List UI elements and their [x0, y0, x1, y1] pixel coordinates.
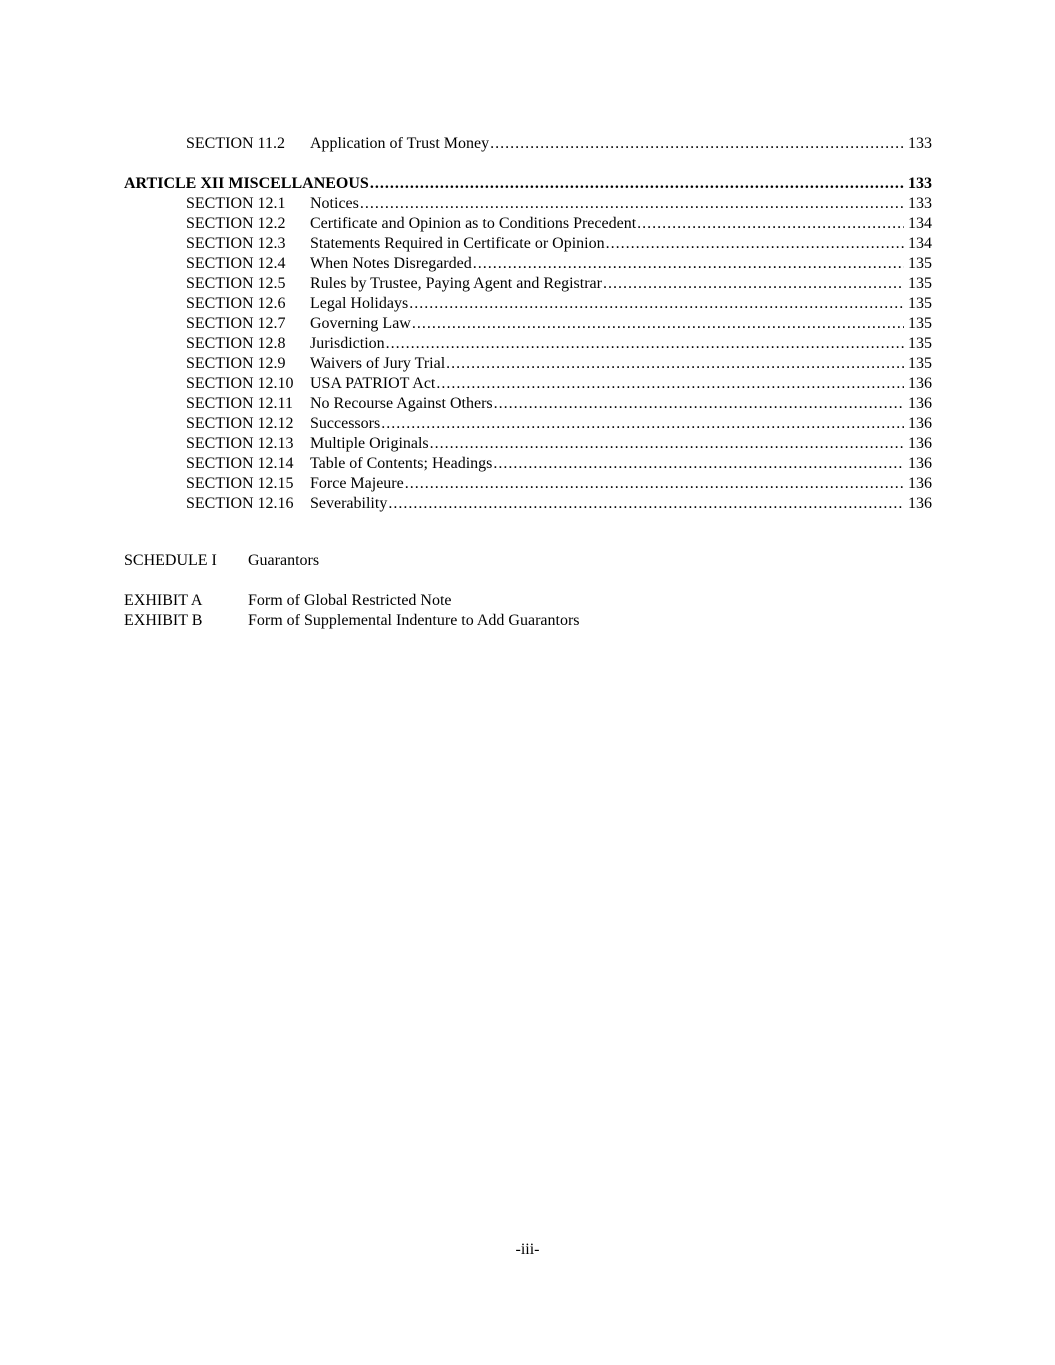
section-number: SECTION 12.2	[186, 215, 286, 232]
dot-leader	[493, 454, 904, 474]
section-title: Rules by Trustee, Paying Agent and Registrar	[310, 275, 602, 292]
page-number: 133	[908, 135, 932, 152]
dot-leader	[606, 234, 904, 254]
section-title: Certificate and Opinion as to Conditions Precedent	[310, 215, 637, 232]
section-title: Severability	[310, 495, 388, 512]
attachment-label: EXHIBIT A	[124, 592, 203, 609]
attachment-exhibit-b[interactable]	[124, 611, 580, 631]
section-number: SECTION 12.8	[186, 335, 286, 352]
page-footer-number: -iii-	[515, 1241, 540, 1258]
page-number: 135	[908, 275, 932, 292]
article-title: ARTICLE XII MISCELLANEOUS	[124, 175, 369, 192]
dot-leader	[430, 434, 904, 454]
toc-entry-section-12-6[interactable]	[186, 294, 932, 314]
attachment-schedule-1[interactable]	[124, 551, 319, 571]
section-title: Application of Trust Money	[310, 135, 490, 152]
dot-leader	[473, 254, 904, 274]
page-number: 136	[908, 475, 932, 492]
toc-entry-section-12-8[interactable]	[186, 334, 932, 354]
page-number: 136	[908, 375, 932, 392]
toc-entry-section-12-13[interactable]	[186, 434, 932, 454]
page-number: 134	[908, 215, 932, 232]
page-number: 135	[908, 255, 932, 272]
attachment-title: Form of Supplemental Indenture to Add Guarantors	[248, 612, 580, 629]
section-title: USA PATRIOT Act	[310, 375, 436, 392]
toc-entry-section-12-5[interactable]	[186, 274, 932, 294]
section-number: SECTION 12.9	[186, 355, 286, 372]
section-number: SECTION 12.10	[186, 375, 294, 392]
section-title: Multiple Originals	[310, 435, 429, 452]
page-number: 136	[908, 435, 932, 452]
attachment-label: SCHEDULE I	[124, 552, 217, 569]
section-number: SECTION 12.13	[186, 435, 294, 452]
section-number: SECTION 12.1	[186, 195, 286, 212]
section-number: SECTION 12.5	[186, 275, 286, 292]
section-title: Notices	[310, 195, 359, 212]
section-number: SECTION 12.3	[186, 235, 286, 252]
page-number: 134	[908, 235, 932, 252]
toc-entry-section-12-9[interactable]	[186, 354, 932, 374]
dot-leader	[409, 294, 904, 314]
section-number: SECTION 12.4	[186, 255, 286, 272]
dot-leader	[388, 494, 904, 514]
section-number: SECTION 12.12	[186, 415, 294, 432]
toc-entry-section-12-10[interactable]	[186, 374, 932, 394]
dot-leader	[405, 474, 904, 494]
section-title: Jurisdiction	[310, 335, 385, 352]
dot-leader	[603, 274, 904, 294]
page-number: 136	[908, 495, 932, 512]
dot-leader	[494, 394, 904, 414]
dot-leader	[370, 174, 904, 194]
attachment-title: Guarantors	[248, 552, 320, 569]
dot-leader	[386, 334, 904, 354]
section-number: SECTION 12.15	[186, 475, 294, 492]
attachment-title: Form of Global Restricted Note	[248, 592, 452, 609]
page-number: 135	[908, 355, 932, 372]
dot-leader	[360, 194, 904, 214]
toc-entry-section-12-1[interactable]	[186, 194, 932, 214]
toc-entry-section-12-12[interactable]	[186, 414, 932, 434]
dot-leader	[412, 314, 904, 334]
dot-leader	[446, 354, 904, 374]
section-title: Governing Law	[310, 315, 411, 332]
section-title: Force Majeure	[310, 475, 404, 492]
page-number: 136	[908, 415, 932, 432]
section-number: SECTION 12.11	[186, 395, 293, 412]
toc-entry-section-11-2[interactable]	[186, 134, 932, 154]
dot-leader	[436, 374, 904, 394]
dot-leader	[637, 214, 904, 234]
dot-leader	[490, 134, 904, 154]
toc-entry-section-12-3[interactable]	[186, 234, 932, 254]
page-number: 136	[908, 395, 932, 412]
section-number: SECTION 12.7	[186, 315, 286, 332]
section-title: Table of Contents; Headings	[310, 455, 493, 472]
toc-entry-section-12-15[interactable]	[186, 474, 932, 494]
page-number: 135	[908, 295, 932, 312]
page-number: 135	[908, 315, 932, 332]
section-number: SECTION 11.2	[186, 135, 285, 152]
toc-entry-section-12-16[interactable]	[186, 494, 932, 514]
toc-entry-article-12[interactable]	[124, 174, 932, 194]
section-title: Successors	[310, 415, 381, 432]
section-title: When Notes Disregarded	[310, 255, 472, 272]
section-number: SECTION 12.16	[186, 495, 294, 512]
attachment-exhibit-a[interactable]	[124, 591, 452, 611]
toc-entry-section-12-7[interactable]	[186, 314, 932, 334]
toc-entry-section-12-14[interactable]	[186, 454, 932, 474]
section-number: SECTION 12.6	[186, 295, 286, 312]
section-title: Statements Required in Certificate or Opinion	[310, 235, 605, 252]
toc-entry-section-12-11[interactable]	[186, 394, 932, 414]
page-number: 136	[908, 455, 932, 472]
section-number: SECTION 12.14	[186, 455, 294, 472]
page-number: 135	[908, 335, 932, 352]
page-number: 133	[908, 195, 932, 212]
attachment-label: EXHIBIT B	[124, 612, 203, 629]
toc-entry-section-12-4[interactable]	[186, 254, 932, 274]
page-number: 133	[908, 175, 932, 192]
dot-leader	[381, 414, 904, 434]
toc-entry-section-12-2[interactable]	[186, 214, 932, 234]
section-title: Legal Holidays	[310, 295, 409, 312]
section-title: No Recourse Against Others	[310, 395, 493, 412]
section-title: Waivers of Jury Trial	[310, 355, 446, 372]
